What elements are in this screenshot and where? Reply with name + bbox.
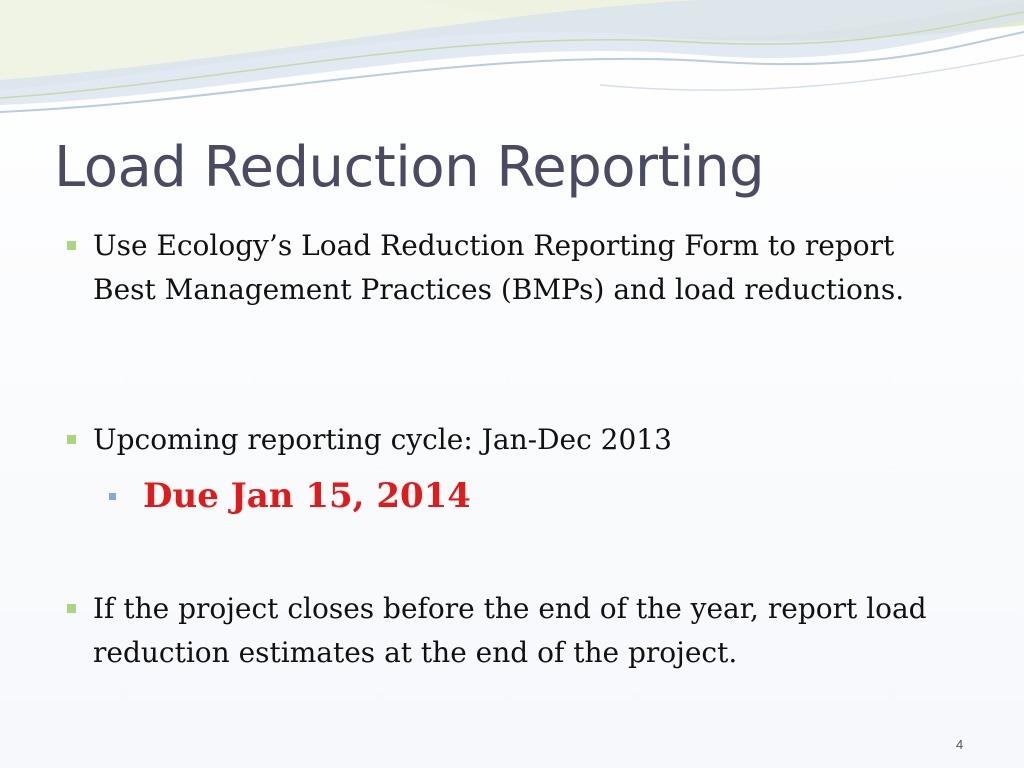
sub-bullet-item <box>143 472 471 520</box>
bullet-square-icon <box>67 435 76 444</box>
bullet-text: If the project closes before the end of the year, report load reduction estimates at the end of the project. <box>93 592 927 669</box>
bullet-item <box>93 587 953 675</box>
due-date-text: Due Jan 15, 2014 <box>143 476 471 516</box>
page-number: 4 <box>956 737 964 752</box>
bullet-item <box>93 224 953 312</box>
sub-bullet-square-icon <box>109 493 116 500</box>
slide-title: Load Reduction Reporting <box>54 135 765 200</box>
bullet-text: Upcoming reporting cycle: Jan-Dec 2013 <box>93 423 672 456</box>
bullet-item <box>93 418 953 462</box>
bullet-text: Use Ecology’s Load Reduction Reporting Form to report Best Management Practices (BMPs) and load reductions. <box>93 229 905 306</box>
bullet-square-icon <box>67 241 76 250</box>
bullet-square-icon <box>67 604 76 613</box>
